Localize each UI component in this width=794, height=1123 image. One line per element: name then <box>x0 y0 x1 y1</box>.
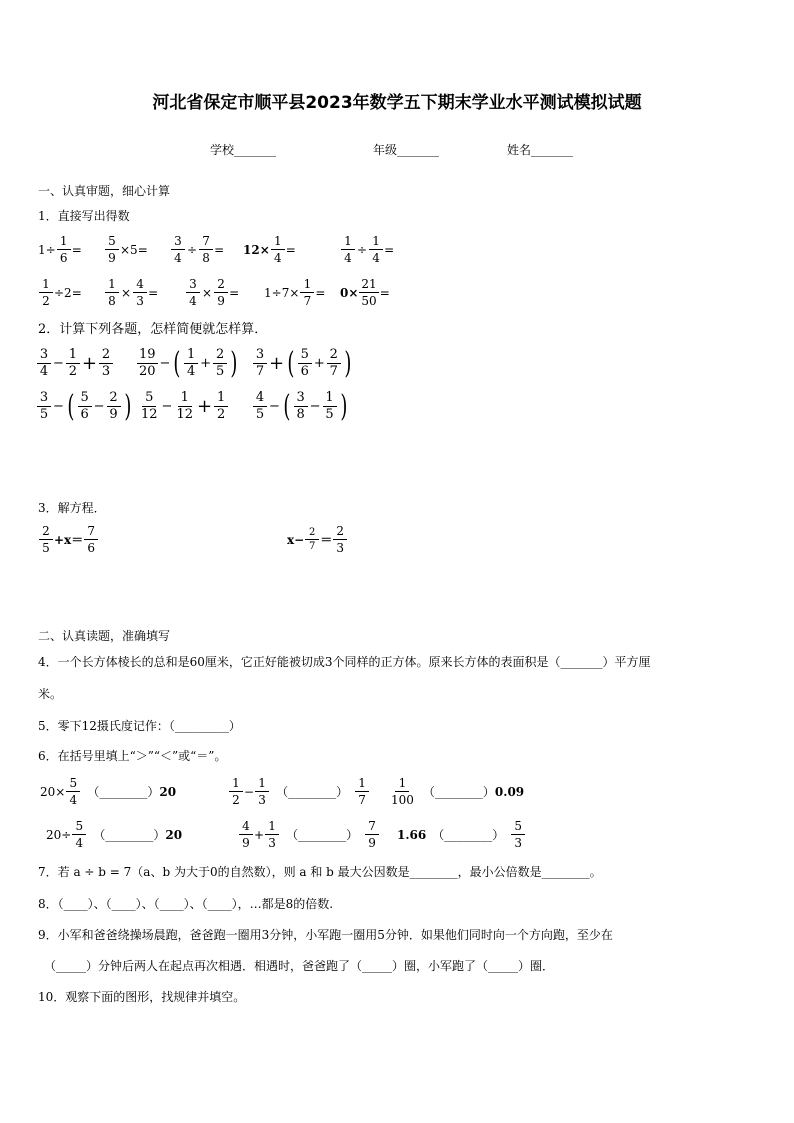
q4-line-1: 4．一个长方体棱长的总和是60厘米，它正好能被切成3个同样的正方体。原来长方体的表面积是（_______）平方厘 <box>38 655 651 669</box>
q1-item-5: $\frac{1}{4}$ ÷ $\frac{1}{4}$ = <box>340 234 394 265</box>
q2-expr-1: $\frac{3}{4}$ − $\frac{1}{2}$ + $\frac{2}{3}$ <box>36 348 114 379</box>
q1-item-2: $\frac{5}{9}$ ×5= <box>104 234 148 265</box>
q9-line-1: 9．小军和爸爸绕操场晨跑，爸爸跑一圈用3分钟，小军跑一圈用5分钟．如果他们同时向一个方向跑，至少在 <box>38 928 613 942</box>
q4-line-2: 米。 <box>38 687 63 701</box>
q9-line-2: （_____）分钟后两人在起点再次相遇．相遇时，爸爸跑了（_____）圈，小军跑了（_____）圈． <box>44 959 555 973</box>
q2-expr-3: $\frac{3}{7}$ + ( $\frac{5}{6}$ + $\frac{2}{7}$ ) <box>252 348 353 379</box>
q1-item-9: 1÷7× $\frac{1}{7}$ = <box>264 277 326 308</box>
q6-compare-4: 20÷ $\frac{5}{4}$ （________） 20 <box>46 819 183 850</box>
q1-item-6: $\frac{1}{2}$ ÷2= <box>38 277 82 308</box>
q2-expr-2: $\frac{19}{20}$ − ( $\frac{1}{4}$ + $\frac{2}{5}$ ) <box>139 345 238 381</box>
q5: 5．零下12摄氏度记作：（_________） <box>38 719 241 733</box>
q3-label: 3．解方程． <box>38 501 106 515</box>
q1-item-8: $\frac{3}{4}$ × $\frac{2}{9}$ = <box>185 277 239 308</box>
name-field: 姓名_______ <box>507 143 574 157</box>
school-field: 学校_______ <box>210 143 277 157</box>
section2-heading: 二、认真读题，准确填写 <box>38 629 171 643</box>
q1-label: 1．直接写出得数 <box>38 209 130 223</box>
q7: 7．若 a ÷ b = 7（a、b 为大于0的自然数），则 a 和 b 最大公因数是________，最小公倍数是________。 <box>38 865 602 879</box>
q6-compare-1: 20× $\frac{5}{4}$ （________） 20 <box>40 776 177 807</box>
section1-heading: 一、认真审题，细心计算 <box>38 184 171 198</box>
q6-label: 6．在括号里填上“＞”“＜”或“＝”。 <box>38 749 227 763</box>
q1-item-10: 0× $\frac{21}{50}$ = <box>340 277 390 308</box>
q1-item-1: 1÷ $\frac{1}{6}$ = <box>38 234 82 265</box>
q10: 10．观察下面的图形，找规律并填空。 <box>38 990 246 1004</box>
q2-expr-4: $\frac{3}{5}$ − ( $\frac{5}{6}$ − $\frac{2}{9}$ ) <box>36 391 133 422</box>
q3-equation-1: $\frac{2}{5}$ +x＝ $\frac{7}{6}$ <box>38 524 99 555</box>
q2-expr-5: $\frac{5}{12}$ − $\frac{1}{12}$ + $\frac{1}{2}$ <box>138 391 229 422</box>
q6-compare-5: $\frac{4}{9}$ + $\frac{1}{3}$ （________） $\frac{7}{9}$ <box>238 819 380 850</box>
q1-item-7: $\frac{1}{8}$ × $\frac{4}{3}$ = <box>104 277 158 308</box>
q1-item-3: $\frac{3}{4}$ ÷ $\frac{7}{8}$ = <box>170 234 224 265</box>
q6-compare-6: 1.66 （________） $\frac{5}{3}$ <box>397 819 526 850</box>
grade-field: 年级_______ <box>373 143 440 157</box>
q3-equation-2: x− $\frac{2}{7}$ ＝ $\frac{2}{3}$ <box>287 524 348 555</box>
page-title: 河北省保定市顺平县2023年数学五下期末学业水平测试模拟试题 <box>152 93 642 113</box>
q2-label: 2．计算下列各题，怎样简便就怎样算． <box>38 322 268 337</box>
q1-item-4: 12× $\frac{1}{4}$ = <box>243 234 296 265</box>
q2-expr-6: $\frac{4}{5}$ − ( $\frac{3}{8}$ − $\frac{1}{5}$ ) <box>252 391 349 422</box>
q8: 8．（____）、（____）、（____）、（____），…都是8的倍数. <box>38 897 334 911</box>
q6-compare-3: $\frac{1}{100}$ （________） 0.09 <box>391 776 525 807</box>
q6-compare-2: $\frac{1}{2}$ − $\frac{1}{3}$ （________） $\frac{1}{7}$ <box>228 776 370 807</box>
